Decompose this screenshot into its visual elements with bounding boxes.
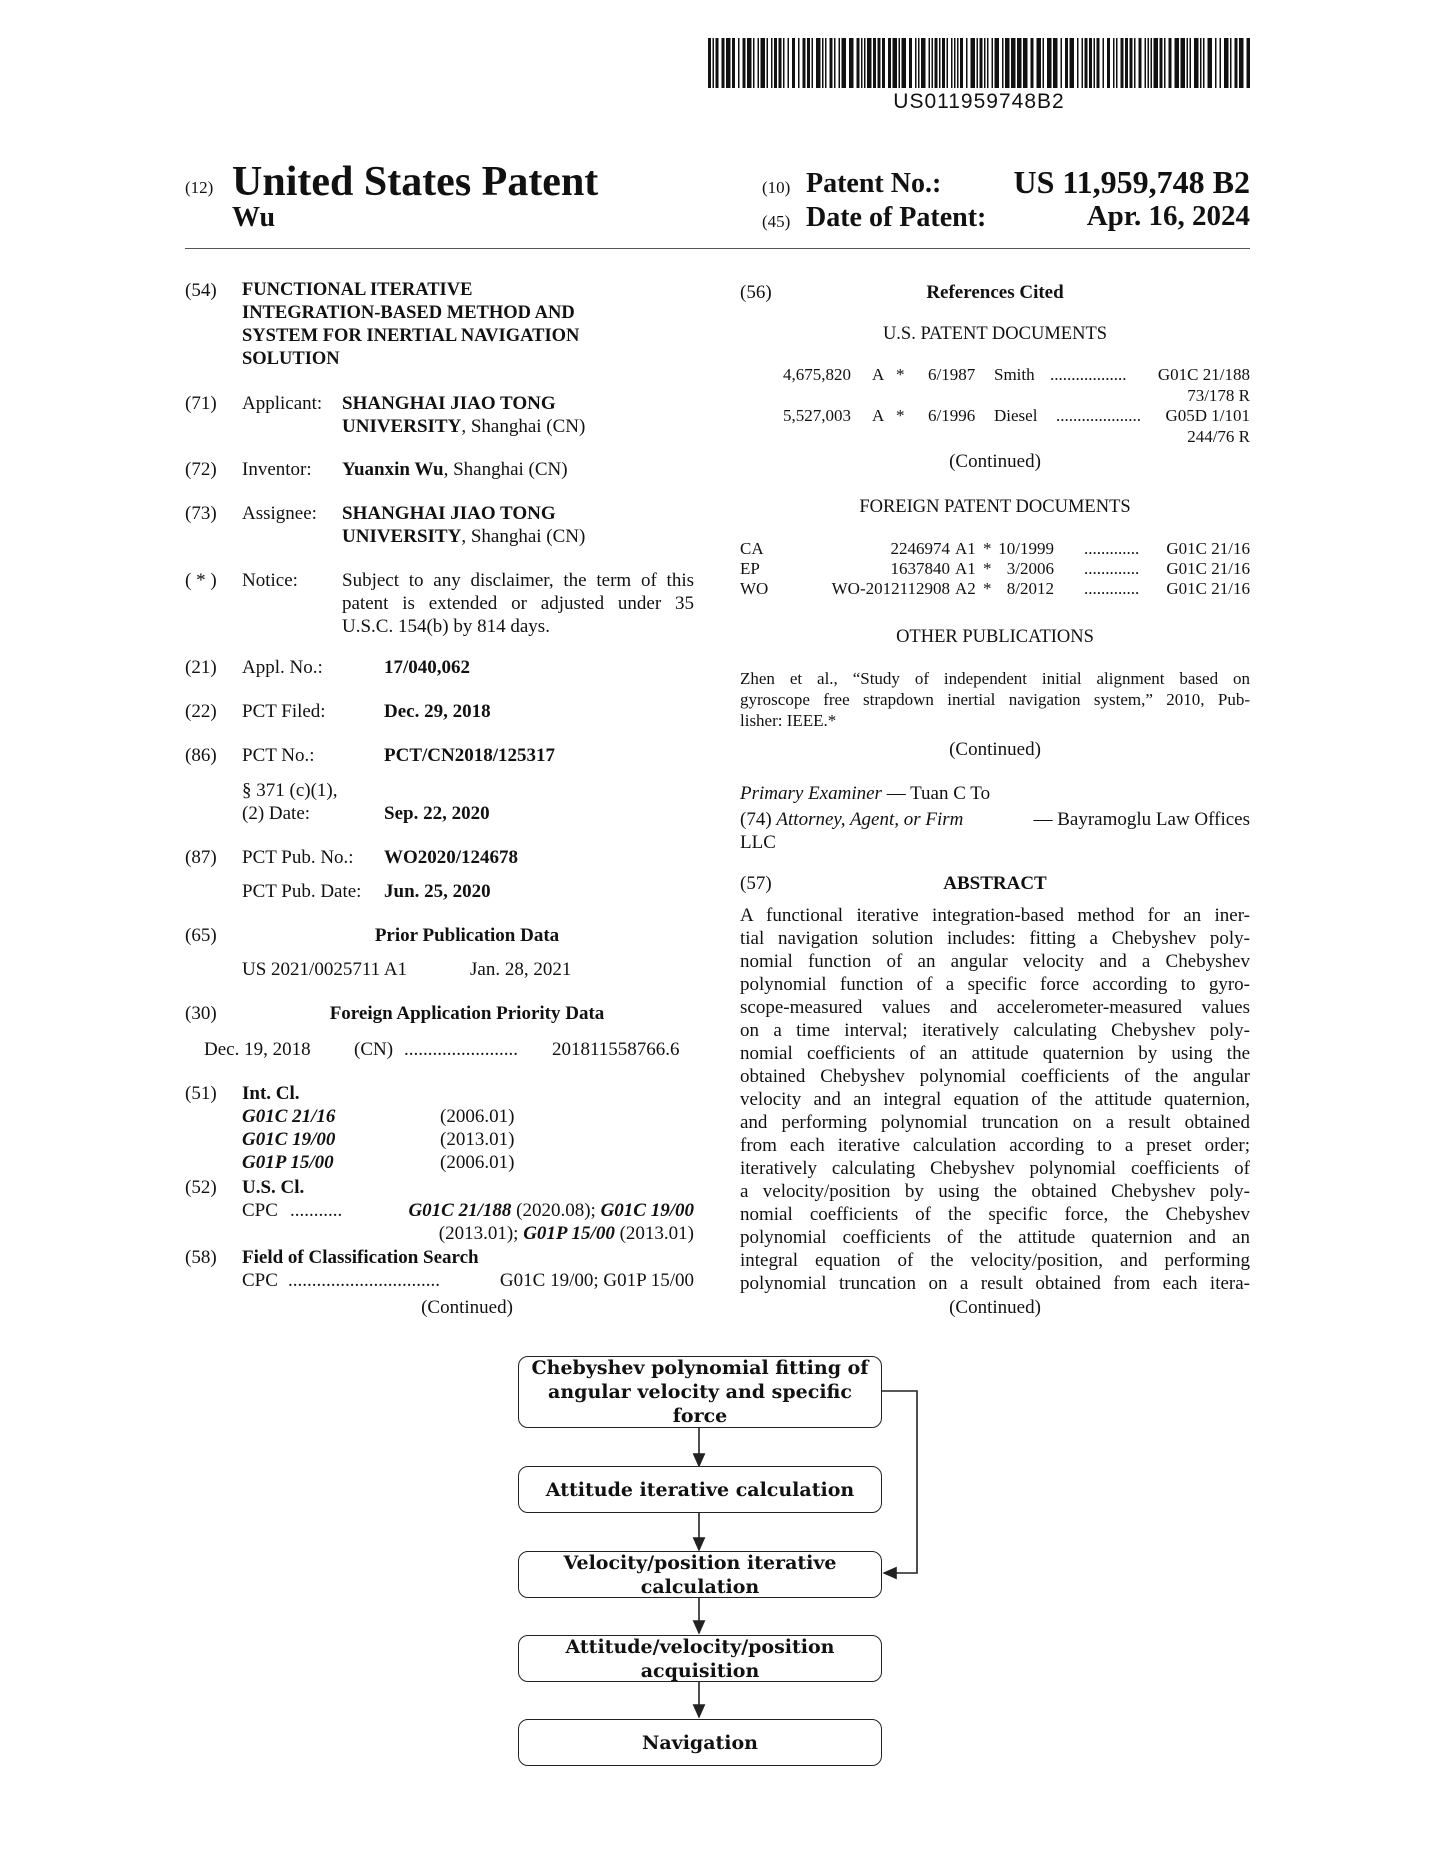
pct-filed: Dec. 29, 2018	[384, 701, 491, 722]
appl-no-label: Appl. No.:	[242, 657, 323, 678]
patent-number: US 11,959,748 B2	[1013, 164, 1250, 200]
assignee-label: Assignee:	[242, 503, 317, 524]
cite-date: 10/1999	[998, 539, 1054, 558]
assignee-name: UNIVERSITY	[342, 526, 462, 547]
us-cl-heading: U.S. Cl.	[242, 1177, 305, 1198]
cite-country: CA	[740, 539, 764, 558]
abstract-line: obtained Chebyshev polynomial coefficients of the angular	[740, 1066, 1250, 1087]
cite-class: G01C 21/16	[1166, 539, 1250, 558]
abstract-line: iteratively calculating Chebyshev polynomial coefficients of	[740, 1158, 1250, 1179]
int-cl-version: (2013.01)	[440, 1129, 515, 1150]
cite-class: G01C 21/16	[1166, 559, 1250, 578]
abstract-line: nomial function of an angular velocity and a Chebyshev	[740, 951, 1250, 972]
cite-dots: ....................	[1056, 406, 1141, 425]
cite-class: G05D 1/101	[1165, 406, 1250, 425]
us-docs-continued: (Continued)	[949, 451, 1041, 472]
other-pub-line: lisher: IEEE.*	[740, 711, 837, 730]
cite-kind: A2	[955, 579, 976, 598]
examiner-label: Primary Examiner	[740, 783, 882, 804]
cite-star: *	[896, 406, 905, 425]
date-of-patent-label: Date of Patent:	[806, 202, 987, 233]
cite-date: 3/2006	[1006, 559, 1054, 578]
cite-country: EP	[740, 559, 760, 578]
invention-title-line: SOLUTION	[242, 349, 340, 369]
applicant-name: SHANGHAI JIAO TONG	[342, 393, 556, 414]
abstract-line: velocity and an integral equation of the attitude quaternion,	[740, 1089, 1250, 1110]
assignee-location: , Shanghai (CN)	[461, 526, 586, 547]
cite-date: 8/2012	[1006, 579, 1054, 598]
section-371-date: Sep. 22, 2020	[384, 803, 490, 824]
int-cl-heading: Int. Cl.	[242, 1083, 300, 1104]
us-docs-heading: U.S. PATENT DOCUMENTS	[882, 324, 1108, 344]
code-51: (51)	[185, 1083, 217, 1104]
code-65: (65)	[185, 925, 217, 946]
code-74: (74)	[740, 809, 772, 830]
abstract-line: polynomial truncation on a result obtained from each itera-	[740, 1273, 1250, 1294]
code-21: (21)	[185, 657, 217, 678]
patent-type-title: United States Patent	[232, 159, 599, 205]
notice-line: patent is extended or adjusted under 35	[342, 593, 694, 614]
prior-pub-number: US 2021/0025711 A1	[242, 959, 408, 980]
pct-filed-label: PCT Filed:	[242, 701, 326, 722]
cite-class: 73/178 R	[1187, 386, 1250, 405]
inventor-surname: Wu	[232, 202, 276, 233]
attorney-name-cont: LLC	[740, 832, 776, 853]
attorney-name: — Bayramoglu Law Offices	[1033, 809, 1250, 830]
cite-dots: .............	[1084, 539, 1140, 558]
abstract-line: integral equation of the velocity/position, and performing	[740, 1250, 1250, 1271]
invention-title-line: INTEGRATION-BASED METHOD AND	[242, 303, 575, 323]
abstract-line: nomial coefficients of the specific force, the Chebyshev	[740, 1204, 1250, 1225]
notice-label: Notice:	[242, 570, 298, 591]
code-30: (30)	[185, 1003, 217, 1024]
int-cl-class: G01C 19/00	[242, 1129, 336, 1150]
tag-45: (45)	[762, 212, 791, 231]
us-cl-class: G01C 21/188	[408, 1200, 512, 1221]
code-56: (56)	[740, 282, 772, 303]
priority-country: (CN)	[354, 1039, 394, 1060]
examiner-name: — Tuan C To	[886, 783, 991, 804]
us-cl-version: (2013.01)	[619, 1223, 694, 1244]
code-57: (57)	[740, 873, 772, 894]
priority-dots: ........................	[404, 1039, 518, 1060]
notice-line: U.S.C. 154(b) by 814 days.	[342, 616, 550, 637]
cite-star: *	[983, 539, 992, 558]
flow-bypass-arrow	[880, 1391, 917, 1573]
pct-no-label: PCT No.:	[242, 745, 315, 766]
flow-step-label: Chebyshev polynomial fitting of	[531, 1357, 869, 1379]
notice-code: ( * )	[185, 570, 217, 591]
code-71: (71)	[185, 393, 217, 414]
inventor-name: Yuanxin Wu	[342, 459, 444, 480]
other-pubs-heading: OTHER PUBLICATIONS	[896, 627, 1094, 647]
us-cl-class: G01P 15/00	[523, 1223, 615, 1244]
pct-pub-no: WO2020/124678	[384, 847, 519, 868]
pct-pub-no-label: PCT Pub. No.:	[242, 847, 354, 868]
abstract-line: from each iterative calculation according to a preset order;	[740, 1135, 1250, 1156]
abstract-line: and performing polynomial truncation on a result obtained	[740, 1112, 1250, 1133]
date-of-patent: Apr. 16, 2024	[1086, 200, 1250, 232]
int-cl-class: G01P 15/00	[242, 1152, 334, 1173]
tag-10: (10)	[762, 178, 791, 197]
section-371-date-label: (2) Date:	[242, 803, 311, 824]
tag-12: (12)	[185, 178, 214, 197]
abstract-continued: (Continued)	[949, 1297, 1041, 1318]
patent-no-label: Patent No.:	[806, 168, 942, 199]
prior-pub-date: Jan. 28, 2021	[470, 959, 572, 980]
cite-number: 4,675,820	[783, 365, 851, 384]
pct-pub-date-label: PCT Pub. Date:	[242, 881, 362, 902]
other-pub-line: gyroscope free strapdown inertial navigation system,” 2010, Pub-	[740, 690, 1250, 709]
inventor-label: Inventor:	[242, 459, 312, 480]
applicant-location: , Shanghai (CN)	[461, 416, 586, 437]
code-54: (54)	[185, 280, 217, 301]
int-cl-version: (2006.01)	[440, 1106, 515, 1127]
cite-kind: A	[872, 365, 885, 384]
us-cl-cpc: CPC	[242, 1200, 278, 1221]
code-58: (58)	[185, 1247, 217, 1268]
attorney-label: Attorney, Agent, or Firm	[776, 809, 964, 830]
cite-date: 6/1987	[928, 365, 976, 384]
code-52: (52)	[185, 1177, 217, 1198]
cite-number: 1637840	[890, 559, 950, 578]
cite-class: G01C 21/188	[1157, 365, 1250, 384]
flow-step-label: angular velocity and specific force	[548, 1381, 852, 1427]
code-87: (87)	[185, 847, 217, 868]
flow-step-navigation: Navigation	[518, 1719, 882, 1766]
priority-number: 201811558766.6	[552, 1039, 680, 1060]
invention-title-line: FUNCTIONAL ITERATIVE	[242, 280, 473, 300]
field-search-value: G01C 19/00; G01P 15/00	[499, 1270, 694, 1291]
cite-star: *	[896, 365, 905, 384]
cite-number: 2246974	[890, 539, 950, 558]
cite-kind: A1	[955, 559, 976, 578]
references-heading: References Cited	[926, 282, 1064, 303]
foreign-docs-heading: FOREIGN PATENT DOCUMENTS	[859, 497, 1131, 517]
abstract-line: A functional iterative integration-based method for an iner-	[740, 905, 1250, 926]
field-search-dots: ................................	[288, 1270, 440, 1291]
abstract-line: scope-measured values and accelerometer-measured values	[740, 997, 1250, 1018]
cite-star: *	[983, 579, 992, 598]
code-86: (86)	[185, 745, 217, 766]
pct-pub-date: Jun. 25, 2020	[384, 881, 491, 902]
appl-no: 17/040,062	[384, 657, 471, 678]
cite-country: WO	[740, 579, 769, 598]
notice-line: Subject to any disclaimer, the term of this	[342, 570, 694, 591]
inventor-location: , Shanghai (CN)	[443, 459, 568, 480]
flow-step-attitude: Attitude iterative calculation	[518, 1466, 882, 1513]
cite-class: G01C 21/16	[1166, 579, 1250, 598]
cite-dots: ..................	[1050, 365, 1127, 384]
abstract-line: nomial coefficients of an attitude quaternion by using the	[740, 1043, 1250, 1064]
cite-kind: A	[872, 406, 885, 425]
cite-name: Diesel	[994, 406, 1038, 425]
flow-step-fitting	[518, 1356, 882, 1428]
prior-pub-heading: Prior Publication Data	[374, 925, 560, 946]
field-search-cpc: CPC	[242, 1270, 278, 1291]
cite-dots: .............	[1084, 579, 1140, 598]
cite-class: 244/76 R	[1187, 427, 1250, 446]
invention-title-line: SYSTEM FOR INERTIAL NAVIGATION	[242, 326, 580, 346]
cite-number: WO-2012112908	[831, 579, 950, 598]
applicant-name: UNIVERSITY	[342, 416, 462, 437]
abstract-heading: ABSTRACT	[943, 873, 1047, 894]
field-search-heading: Field of Classification Search	[242, 1247, 479, 1268]
cite-dots: .............	[1084, 559, 1140, 578]
abstract-line: on a time interval; iteratively calculating Chebyshev poly-	[740, 1020, 1250, 1041]
abstract-line: a velocity/position by using the obtained Chebyshev poly-	[740, 1181, 1250, 1202]
flow-step-velocity-position: Velocity/position iterative calculation	[518, 1551, 882, 1598]
cite-number: 5,527,003	[783, 406, 851, 425]
other-pubs-continued: (Continued)	[949, 739, 1041, 760]
left-continued: (Continued)	[421, 1297, 513, 1318]
section-371-line: § 371 (c)(1),	[242, 780, 338, 801]
assignee-name: SHANGHAI JIAO TONG	[342, 503, 556, 524]
applicant-label: Applicant:	[242, 393, 323, 414]
cite-date: 6/1996	[928, 406, 976, 425]
code-22: (22)	[185, 701, 217, 722]
int-cl-version: (2006.01)	[440, 1152, 515, 1173]
pct-no: PCT/CN2018/125317	[384, 745, 555, 766]
code-72: (72)	[185, 459, 217, 480]
priority-date: Dec. 19, 2018	[204, 1039, 311, 1060]
foreign-priority-heading: Foreign Application Priority Data	[329, 1003, 605, 1024]
us-cl-class: G01C 19/00	[600, 1200, 694, 1221]
us-cl-version: (2020.08);	[516, 1200, 596, 1221]
us-cl-dots: ...........	[290, 1200, 343, 1221]
abstract-line: tial navigation solution includes: fitting a Chebyshev poly-	[740, 928, 1250, 949]
cite-name: Smith	[994, 365, 1035, 384]
code-73: (73)	[185, 503, 217, 524]
abstract-line: polynomial coefficients of the attitude quaternion and an	[740, 1227, 1250, 1248]
cite-kind: A1	[955, 539, 976, 558]
barcode-number: US011959748B2	[893, 90, 1065, 113]
int-cl-class: G01C 21/16	[242, 1106, 336, 1127]
us-cl-version: (2013.01);	[438, 1223, 519, 1244]
flow-step-acquisition: Attitude/velocity/position acquisition	[518, 1635, 882, 1682]
cite-star: *	[983, 559, 992, 578]
other-pub-line: Zhen et al., “Study of independent initial alignment based on	[740, 669, 1250, 688]
abstract-line: polynomial function of a specific force according to gyro-	[740, 974, 1250, 995]
